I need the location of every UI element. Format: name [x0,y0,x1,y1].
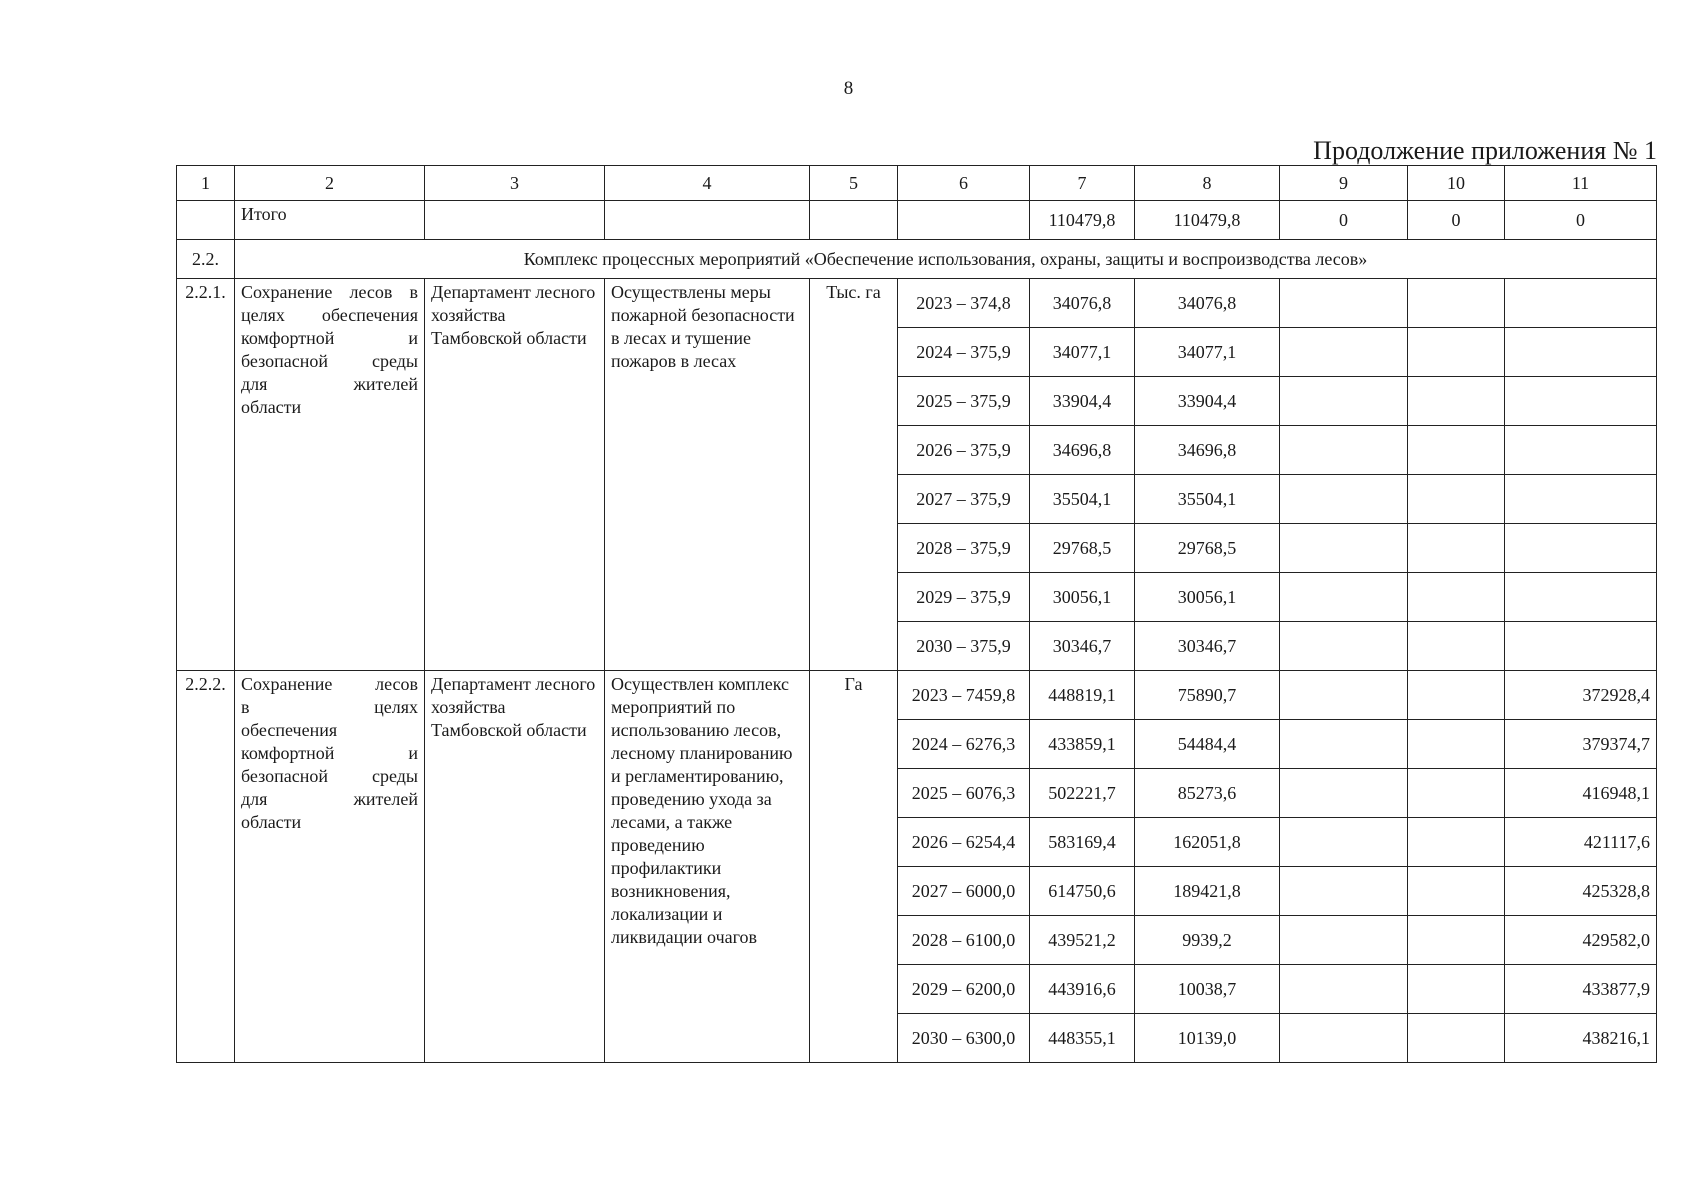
col10-value [1408,426,1505,475]
col7-value: 30346,7 [1030,622,1135,671]
col10-value [1408,328,1505,377]
col7-value: 448819,1 [1030,671,1135,720]
total-row [177,201,1657,240]
table-row [177,279,1657,328]
col9-value [1280,524,1408,573]
col8-value: 34077,1 [1135,328,1280,377]
col10-value [1408,622,1505,671]
col10-value [1408,1014,1505,1063]
col10-value [1408,377,1505,426]
col8-value: 10139,0 [1135,1014,1280,1063]
col8-value: 162051,8 [1135,818,1280,867]
section-number: 2.2. [177,240,235,279]
col11-value: 372928,4 [1505,671,1657,720]
indicator-year-value: 2023 – 374,8 [898,279,1030,328]
header-cell: 8 [1135,166,1280,201]
col11-value: 421117,6 [1505,818,1657,867]
col8-value: 34696,8 [1135,426,1280,475]
col8-value: 34076,8 [1135,279,1280,328]
total-empty-cell [425,201,605,240]
section-row [177,240,1657,279]
col9-value [1280,916,1408,965]
header-cell: 4 [605,166,810,201]
total-col10: 0 [1408,201,1505,240]
col9-value [1280,1014,1408,1063]
col8-value: 29768,5 [1135,524,1280,573]
appendix-table [176,165,1657,1063]
col11-value: 433877,9 [1505,965,1657,1014]
total-empty-cell [605,201,810,240]
total-col7: 110479,8 [1030,201,1135,240]
col8-value: 54484,4 [1135,720,1280,769]
responsible-department: Департамент лесного хозяйства Тамбовской области [425,671,605,1063]
header-cell: 5 [810,166,898,201]
col7-value: 433859,1 [1030,720,1135,769]
col7-value: 34076,8 [1030,279,1135,328]
col8-value: 85273,6 [1135,769,1280,818]
header-cell: 3 [425,166,605,201]
col8-value: 9939,2 [1135,916,1280,965]
col9-value [1280,965,1408,1014]
col8-value: 35504,1 [1135,475,1280,524]
col9-value [1280,622,1408,671]
measure-name-line: комфортной и [241,328,418,348]
indicator-year-value: 2025 – 375,9 [898,377,1030,426]
header-cell: 2 [235,166,425,201]
col7-value: 35504,1 [1030,475,1135,524]
measure-name-line: для жителей [241,374,418,394]
total-label: Итого [235,201,425,240]
measure-name-line: в целях [241,697,418,717]
indicator-year-value: 2030 – 6300,0 [898,1014,1030,1063]
col11-value [1505,573,1657,622]
measure-name-line: области [241,397,302,417]
measure-number: 2.2.1. [177,279,235,671]
measure-name-line: безопасной среды [241,766,418,786]
header-cell: 10 [1408,166,1505,201]
unit-of-measure: Га [810,671,898,1063]
col7-value: 33904,4 [1030,377,1135,426]
indicator-year-value: 2025 – 6076,3 [898,769,1030,818]
indicator-year-value: 2029 – 375,9 [898,573,1030,622]
col9-value [1280,867,1408,916]
col8-value: 75890,7 [1135,671,1280,720]
measure-name-line: безопасной среды [241,351,418,371]
col7-value: 29768,5 [1030,524,1135,573]
indicator-year-value: 2028 – 6100,0 [898,916,1030,965]
col9-value [1280,818,1408,867]
expected-result: Осуществлен комплекс мероприятий по использованию лесов, лесному планированию и регламентированию, проведению ухода за лесами, а также проведению профилактики возникновения, локализации и ликвидации очагов [605,671,810,1063]
unit-of-measure: Тыс. га [810,279,898,671]
measure-name [235,671,425,1063]
col11-value: 425328,8 [1505,867,1657,916]
indicator-year-value: 2024 – 6276,3 [898,720,1030,769]
col7-value: 34696,8 [1030,426,1135,475]
measure-name-line: Сохранение лесов [241,674,418,694]
indicator-year-value: 2029 – 6200,0 [898,965,1030,1014]
indicator-year-value: 2026 – 375,9 [898,426,1030,475]
col10-value [1408,475,1505,524]
header-row [177,166,1657,201]
col7-value: 502221,7 [1030,769,1135,818]
indicator-year-value: 2024 – 375,9 [898,328,1030,377]
measure-name-line: комфортной и [241,743,418,763]
col8-value: 10038,7 [1135,965,1280,1014]
header-cell: 1 [177,166,235,201]
col11-value: 416948,1 [1505,769,1657,818]
measure-name [235,279,425,671]
total-empty-cell [810,201,898,240]
indicator-year-value: 2026 – 6254,4 [898,818,1030,867]
indicator-year-value: 2027 – 375,9 [898,475,1030,524]
col11-value: 438216,1 [1505,1014,1657,1063]
col10-value [1408,524,1505,573]
total-col11: 0 [1505,201,1657,240]
header-cell: 6 [898,166,1030,201]
col11-value [1505,524,1657,573]
col11-value [1505,328,1657,377]
header-cell: 7 [1030,166,1135,201]
header-cell: 11 [1505,166,1657,201]
col7-value: 30056,1 [1030,573,1135,622]
col9-value [1280,720,1408,769]
col8-value: 189421,8 [1135,867,1280,916]
measure-number: 2.2.2. [177,671,235,1063]
responsible-department: Департамент лесного хозяйства Тамбовской области [425,279,605,671]
col10-value [1408,916,1505,965]
expected-result: Осуществлены меры пожарной безопасности в лесах и тушение пожаров в лесах [605,279,810,671]
measure-name-line: для жителей [241,789,418,809]
col7-value: 34077,1 [1030,328,1135,377]
table-row [177,671,1657,720]
col10-value [1408,818,1505,867]
indicator-year-value: 2027 – 6000,0 [898,867,1030,916]
col10-value [1408,867,1505,916]
col8-value: 30056,1 [1135,573,1280,622]
col9-value [1280,279,1408,328]
col7-value: 448355,1 [1030,1014,1135,1063]
col11-value [1505,426,1657,475]
page-number: 8 [843,78,854,99]
col7-value: 614750,6 [1030,867,1135,916]
total-col8: 110479,8 [1135,201,1280,240]
col9-value [1280,573,1408,622]
section-title: Комплекс процессных мероприятий «Обеспечение использования, охраны, защиты и воспроизводства лесов» [235,240,1657,279]
col10-value [1408,573,1505,622]
col11-value [1505,377,1657,426]
indicator-year-value: 2028 – 375,9 [898,524,1030,573]
col11-value [1505,622,1657,671]
col10-value [1408,769,1505,818]
col7-value: 439521,2 [1030,916,1135,965]
col9-value [1280,328,1408,377]
total-col9: 0 [1280,201,1408,240]
col7-value: 443916,6 [1030,965,1135,1014]
col11-value: 379374,7 [1505,720,1657,769]
measure-name-line: Сохранение лесов в [241,282,418,302]
col10-value [1408,720,1505,769]
col11-value [1505,475,1657,524]
col9-value [1280,426,1408,475]
indicator-year-value: 2030 – 375,9 [898,622,1030,671]
total-num-cell [177,201,235,240]
col10-value [1408,671,1505,720]
col9-value [1280,377,1408,426]
header-cell: 9 [1280,166,1408,201]
col8-value: 33904,4 [1135,377,1280,426]
col10-value [1408,965,1505,1014]
col9-value [1280,769,1408,818]
total-empty-cell [898,201,1030,240]
col11-value [1505,279,1657,328]
appendix-caption: Продолжение приложения № 1 [1313,136,1657,165]
col11-value: 429582,0 [1505,916,1657,965]
measure-name-line: целях обеспечения [241,305,418,325]
col10-value [1408,279,1505,328]
col7-value: 583169,4 [1030,818,1135,867]
col8-value: 30346,7 [1135,622,1280,671]
indicator-year-value: 2023 – 7459,8 [898,671,1030,720]
measure-name-line: обеспечения [241,720,338,740]
col9-value [1280,475,1408,524]
measure-name-line: области [241,812,302,832]
col9-value [1280,671,1408,720]
